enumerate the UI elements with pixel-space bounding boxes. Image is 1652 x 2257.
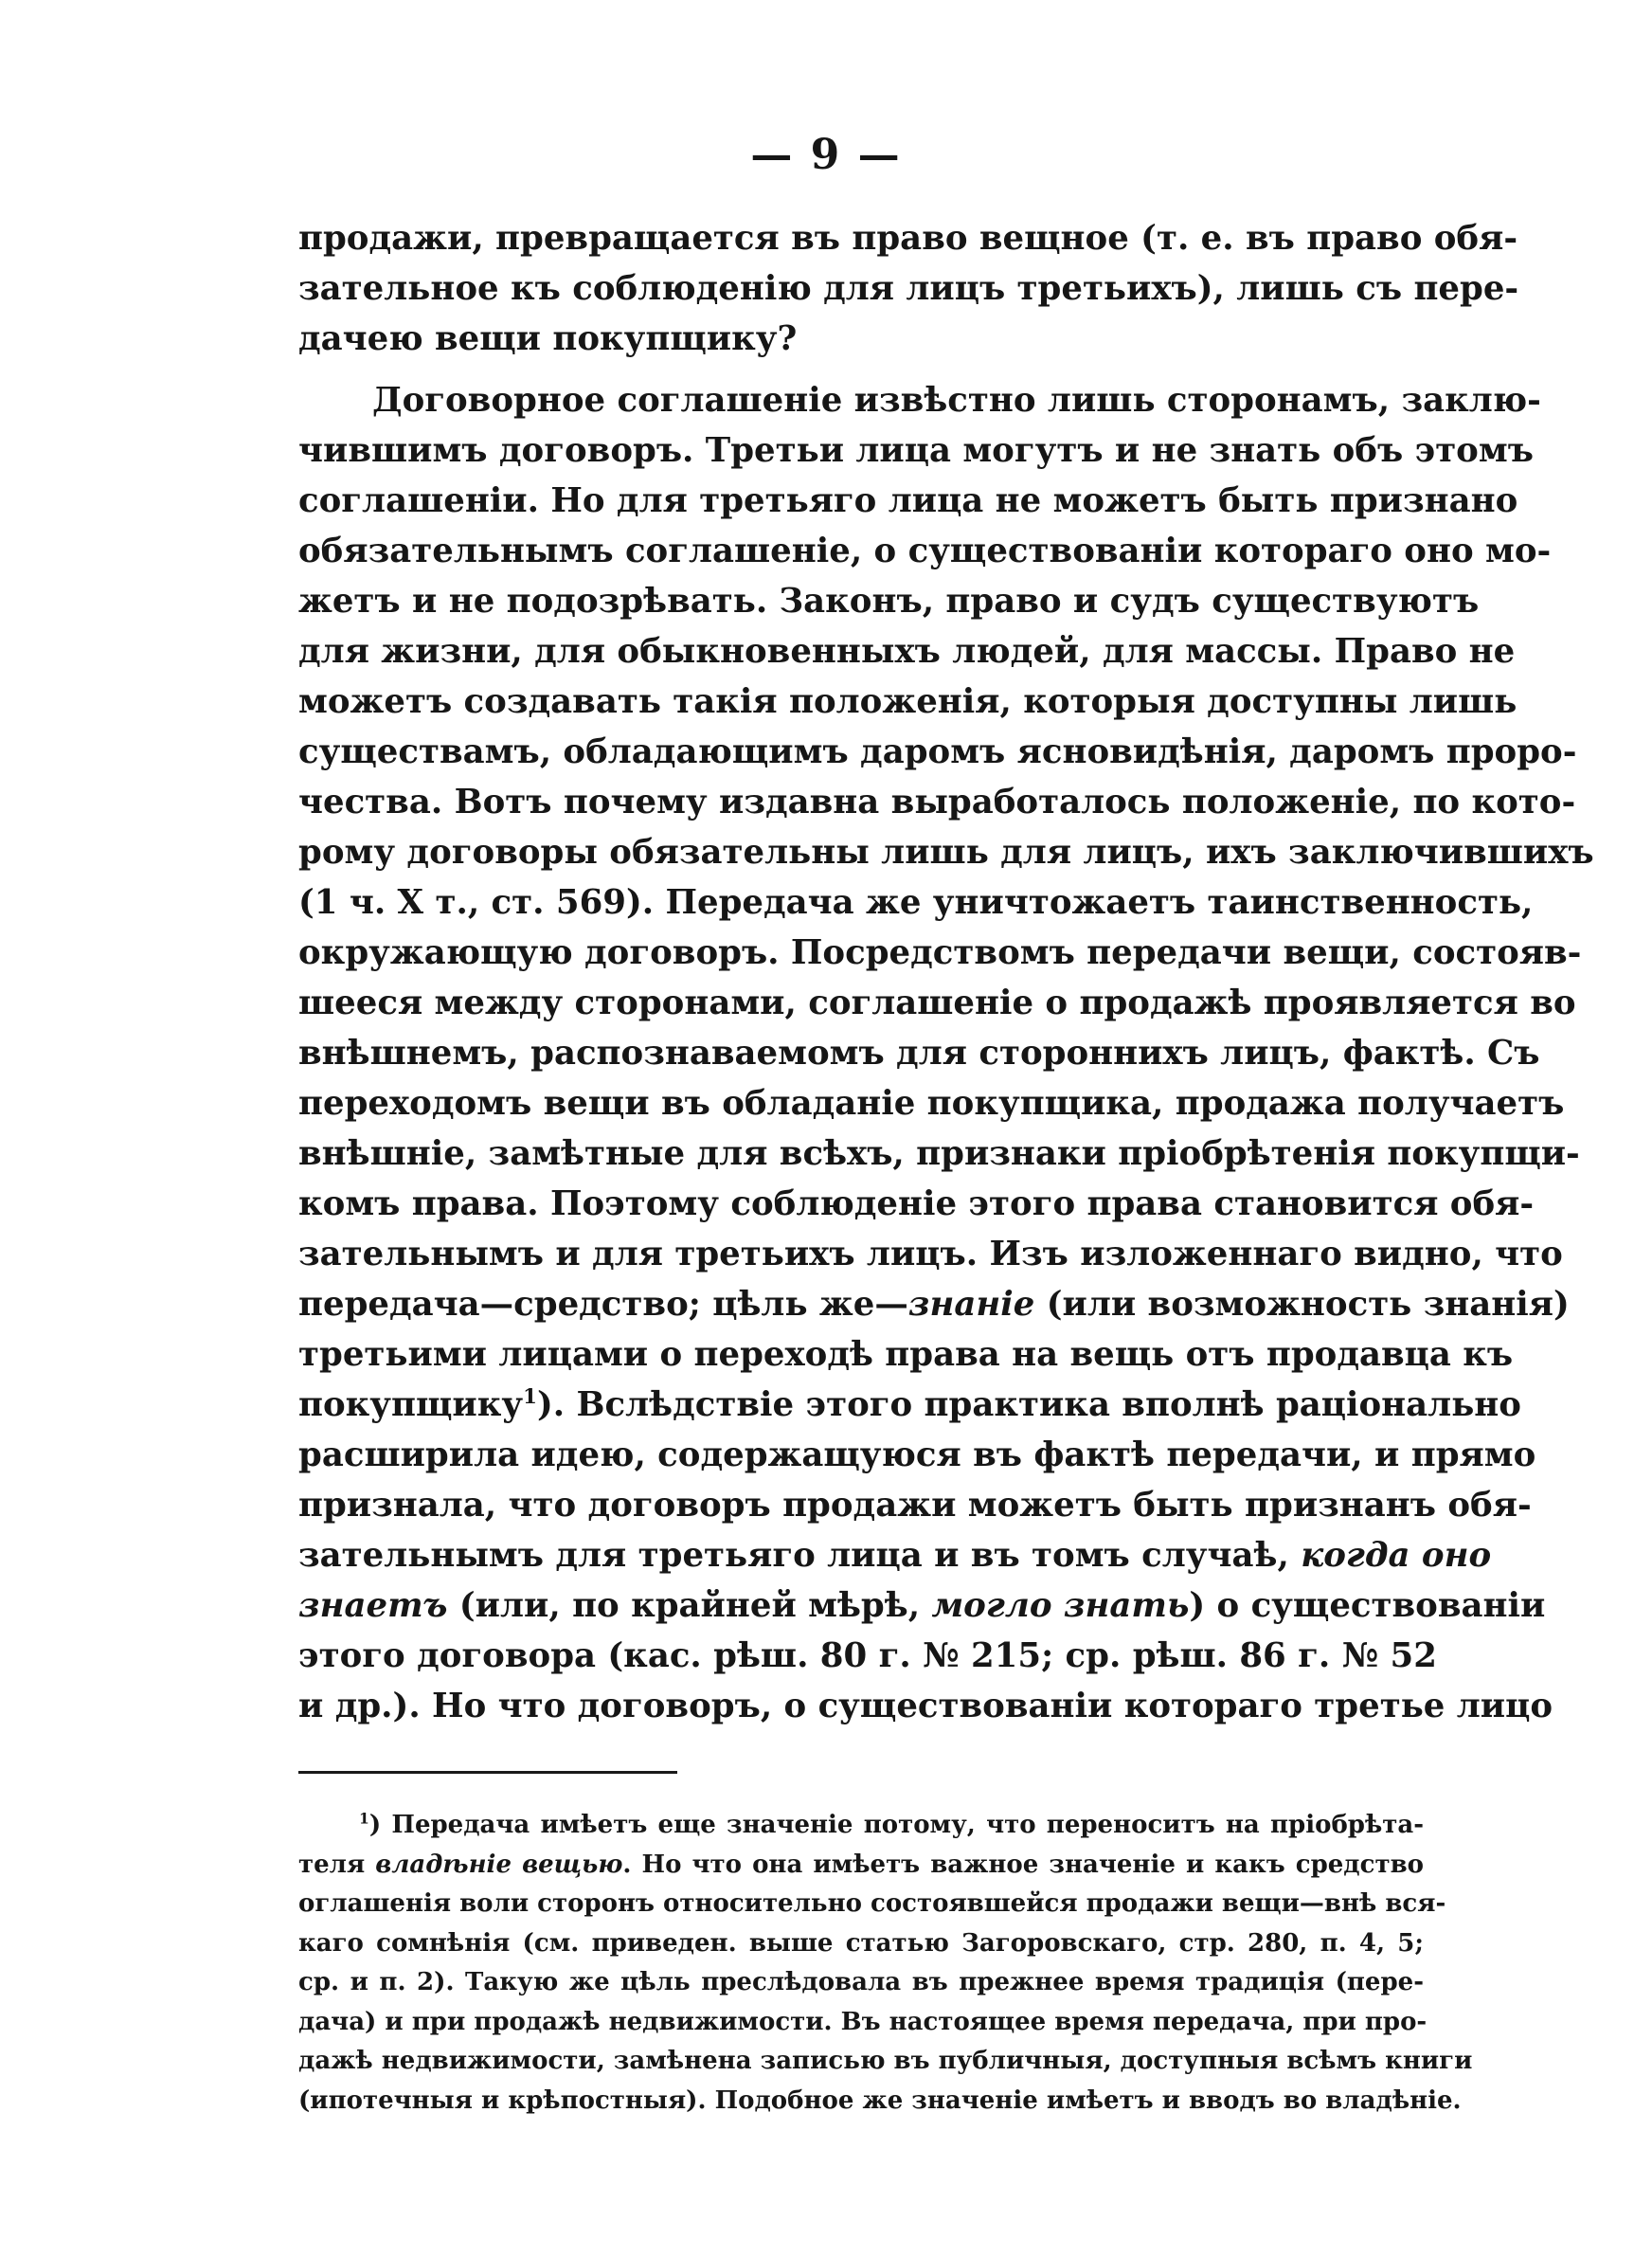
- text-line: можетъ создавать такія положенія, которыя доступны лишь: [298, 682, 1517, 721]
- text-line: существамъ, обладающимъ даромъ ясновидѣнія, даромъ проро-: [298, 732, 1577, 771]
- text-line: [298, 1530, 1492, 1580]
- text-line: жетъ и не подозрѣвать. Законъ, право и судъ существуютъ: [298, 582, 1480, 621]
- text-line: [298, 1580, 1546, 1631]
- text-segment: . Но что она имѣетъ важное значеніе и какъ средство: [622, 1850, 1424, 1879]
- footnote-divider: [298, 1771, 677, 1774]
- italic-phrase: когда оно: [1301, 1536, 1492, 1575]
- footnote-line: [298, 1846, 1424, 1886]
- italic-phrase: владѣніе вещью: [375, 1850, 623, 1879]
- footnote-line: ср. и п. 2). Такую же цѣль преслѣдовала въ прежнее время традиція (пере-: [298, 1968, 1424, 1996]
- footnote-line: (ипотечныя и крѣпостныя). Подобное же значеніе имѣетъ и вводъ во владѣніе.: [298, 2085, 1462, 2115]
- text-segment: зательнымъ для третьяго лица и въ томъ случаѣ,: [298, 1536, 1302, 1575]
- text-segment: покупщику: [298, 1385, 524, 1424]
- text-line: и др.). Но что договоръ, о существованіи котораго третье лицо: [298, 1687, 1553, 1725]
- footnote-line: каго сомнѣнія (см. приведен. выше статью Загоровскаго, стр. 280, п. 4, 5;: [298, 1928, 1424, 1958]
- footnote: [298, 1806, 1473, 2121]
- text-segment: теля: [298, 1850, 376, 1879]
- footnote-ref: 1: [523, 1385, 537, 1410]
- text-segment: передача—средство; цѣль же—: [298, 1285, 908, 1324]
- footnote-marker: 1: [359, 1809, 369, 1828]
- text-line: зательное къ соблюденію для лицъ третьихъ), лишь съ пере-: [298, 269, 1519, 308]
- text-line: обязательнымъ соглашеніе, о существованіи котораго оно мо-: [298, 532, 1552, 570]
- text-line: [298, 1380, 1521, 1430]
- text-line: [298, 1279, 1570, 1329]
- text-line: соглашеніи. Но для третьяго лица не можетъ быть признано: [298, 481, 1518, 520]
- text-segment: ) о существованіи: [1189, 1586, 1546, 1625]
- footnote-line: дача) и при продажѣ недвижимости. Въ настоящее время передача, при про-: [298, 2007, 1428, 2036]
- text-line: зательнымъ и для третьихъ лицъ. Изъ изложеннаго видно, что: [298, 1235, 1563, 1273]
- italic-phrase: знаетъ: [298, 1586, 448, 1625]
- text-segment: (или, по крайней мѣрѣ,: [447, 1586, 932, 1625]
- text-line: этого договора (кас. рѣш. 80 г. № 215; ср. рѣш. 86 г. № 52: [298, 1636, 1437, 1675]
- text-line: расширила идею, содержащуюся въ фактѣ передачи, и прямо: [298, 1435, 1536, 1474]
- text-segment: ) Передача имѣетъ еще значеніе потому, что переноситъ на пріобрѣта-: [368, 1811, 1424, 1839]
- text-line: третьими лицами о переходѣ права на вещь отъ продавца къ: [298, 1335, 1514, 1374]
- footnote-line: дажѣ недвижимости, замѣнена записью въ публичныя, доступныя всѣмъ книги: [298, 2047, 1473, 2075]
- text-line: шееся между сторонами, соглашеніе о продажѣ проявляется во: [298, 984, 1576, 1022]
- main-text: [298, 213, 1594, 1731]
- text-line: окружающую договоръ. Посредствомъ передачи вещи, состояв-: [298, 933, 1582, 972]
- text-line: внѣшніе, замѣтные для всѣхъ, признаки пріобрѣтенія покупщи-: [298, 1134, 1580, 1173]
- italic-phrase: могло знать: [931, 1586, 1190, 1625]
- text-line: дачею вещи покупщику?: [298, 319, 798, 358]
- page-number: — 9 —: [750, 131, 902, 179]
- text-line: комъ права. Поэтому соблюденіе этого права становится обя-: [298, 1184, 1535, 1223]
- footnote-line: оглашенія воли сторонъ относительно состоявшейся продажи вещи—внѣ вся-: [298, 1889, 1446, 1918]
- text-line: для жизни, для обыкновенныхъ людей, для массы. Право не: [298, 632, 1516, 671]
- text-line: Договорное соглашеніе извѣстно лишь сторонамъ, заклю-: [372, 381, 1541, 420]
- text-line: признала, что договоръ продажи можетъ быть признанъ обя-: [298, 1486, 1532, 1525]
- text-line: чества. Вотъ почему издавна выработалось положеніе, по кото-: [298, 783, 1576, 822]
- text-line: внѣшнемъ, распознаваемомъ для стороннихъ лицъ, фактѣ. Съ: [298, 1034, 1540, 1073]
- text-line: чившимъ договоръ. Третьи лица могутъ и не знать объ этомъ: [298, 431, 1534, 470]
- italic-term: знаніе: [907, 1285, 1035, 1324]
- text-line: переходомъ вещи въ обладаніе покупщика, продажа получаетъ: [298, 1084, 1565, 1123]
- text-line: рому договоры обязательны лишь для лицъ, ихъ заключившихъ: [298, 833, 1594, 872]
- text-segment: ). Вслѣдствіе этого практика вполнѣ раціонально: [536, 1385, 1521, 1424]
- text-line: (1 ч. X т., ст. 569). Передача же уничтожаетъ таинственность,: [298, 883, 1534, 922]
- footnote-line: [298, 1806, 1424, 1846]
- text-segment: (или возможность знанія): [1034, 1285, 1570, 1324]
- text-line: продажи, превращается въ право вещное (т. е. въ право обя-: [298, 219, 1518, 258]
